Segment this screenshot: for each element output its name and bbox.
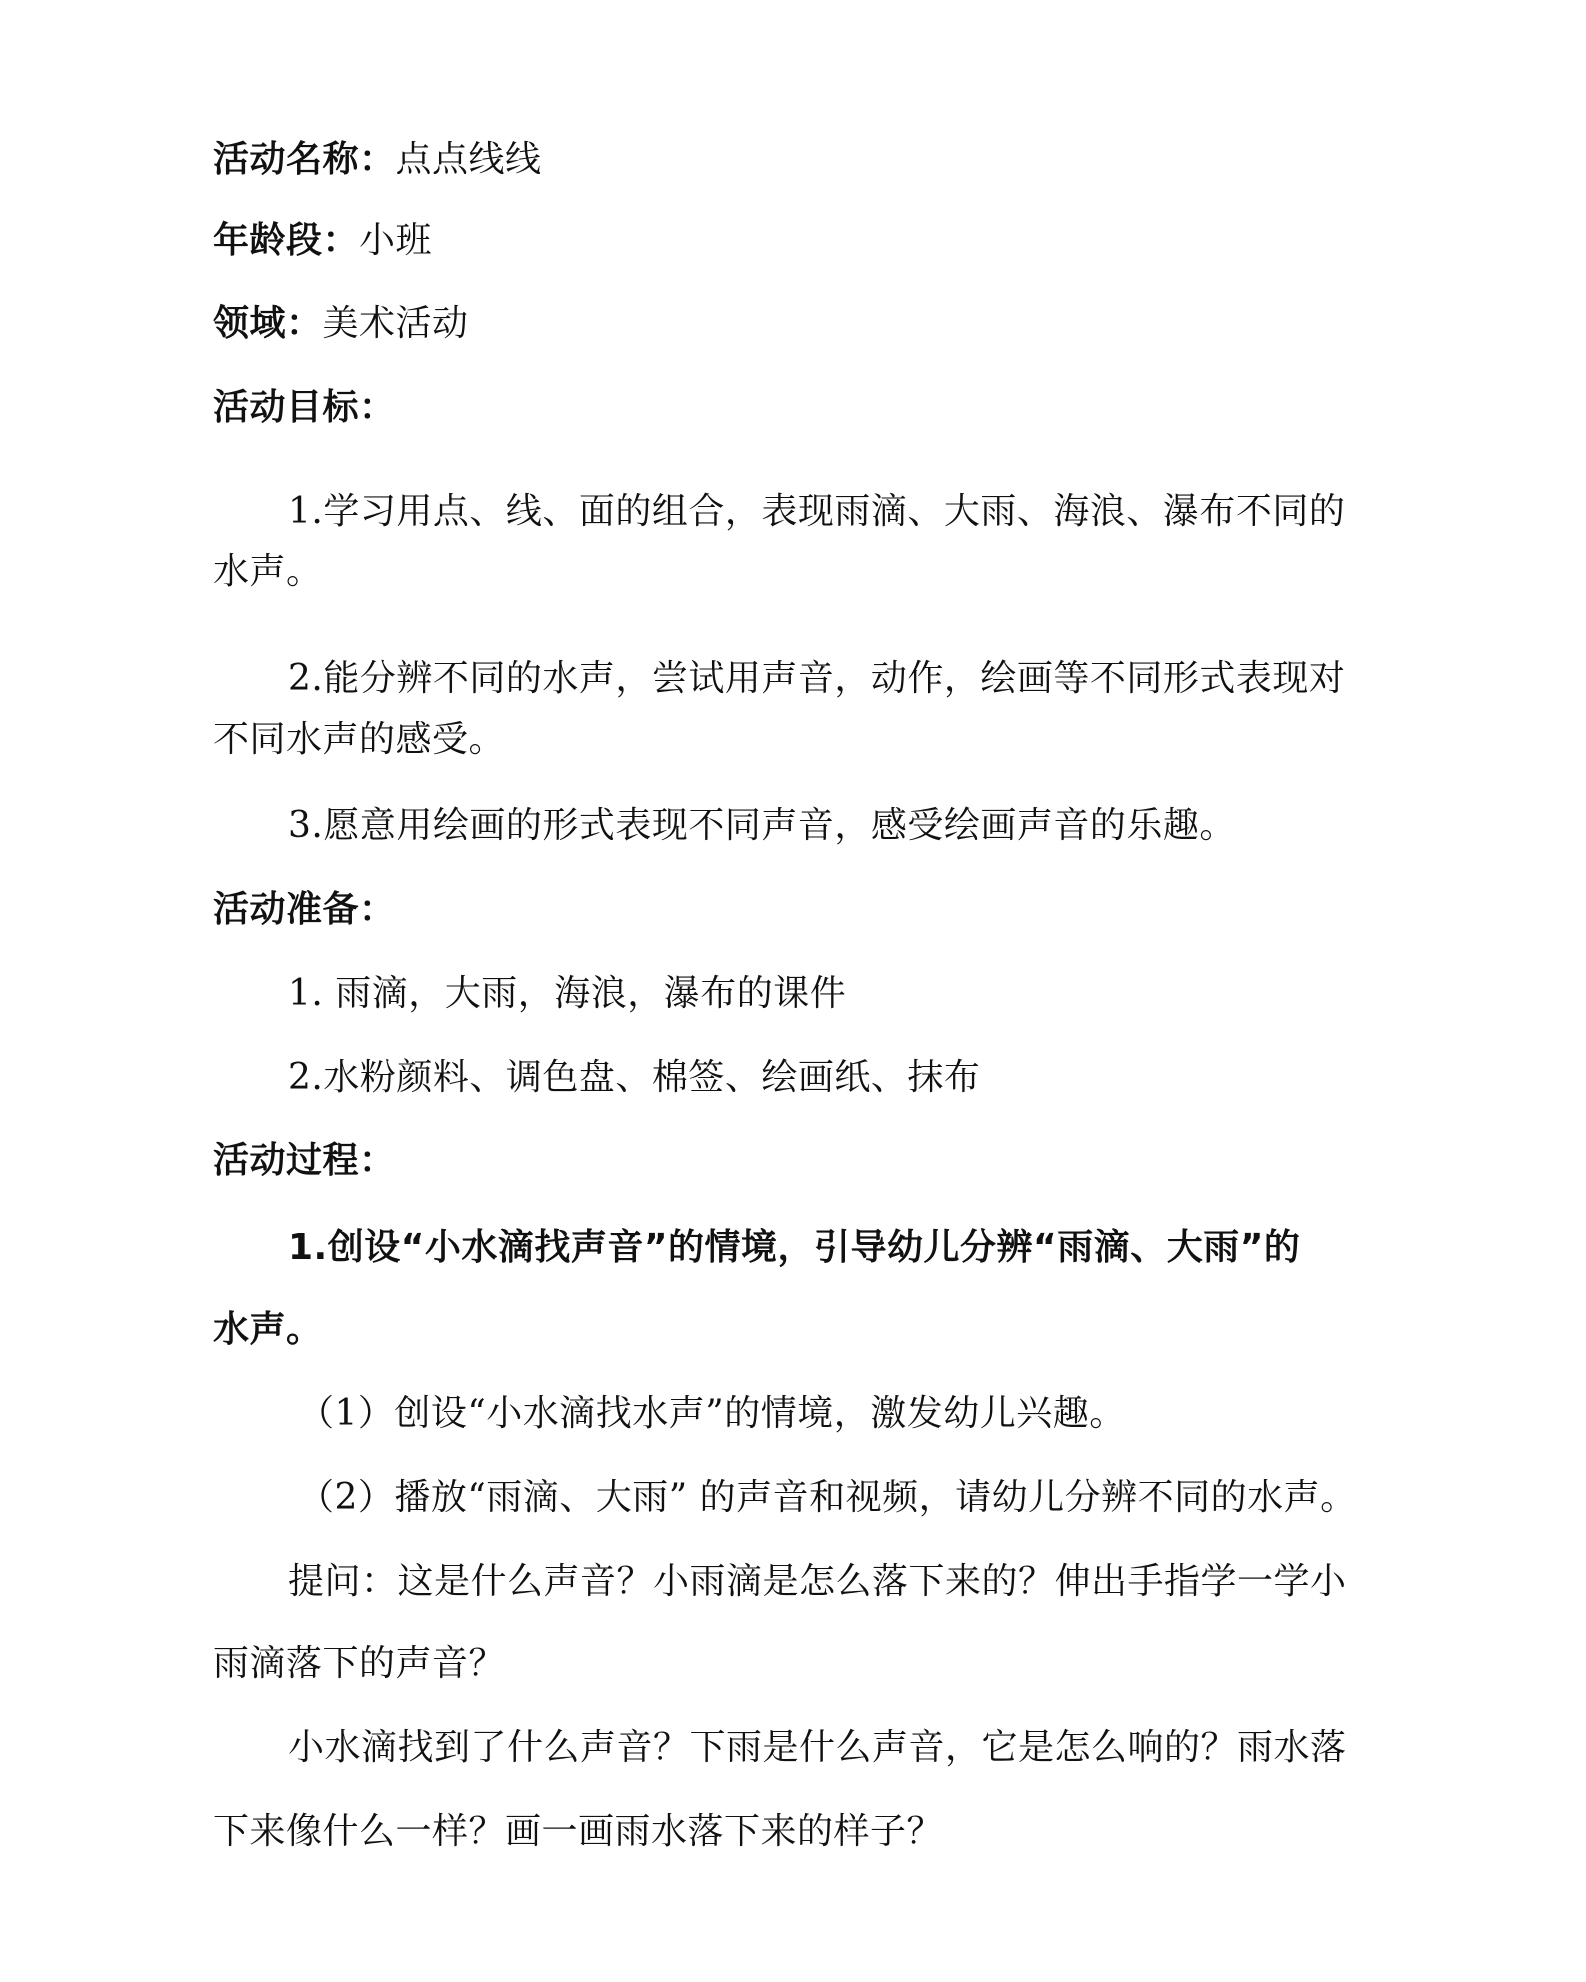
domain-value: 美术活动 [322, 303, 469, 344]
process-step-1-line-2: 水声。 [213, 1309, 323, 1350]
goals-heading: 活动目标： [213, 387, 396, 428]
process-sub-2: （2）播放“雨滴、大雨” 的声音和视频，请幼儿分辨不同的水声。 [298, 1477, 1357, 1518]
question-1-line-2: 雨滴落下的声音？ [213, 1643, 506, 1684]
process-sub-1: （1）创设“小水滴找水声”的情境，激发幼儿兴趣。 [298, 1393, 1126, 1434]
goal-1-line-1: 1.学习用点、线、面的组合，表现雨滴、大雨、海浪、瀑布不同的 [288, 491, 1346, 532]
process-heading: 活动过程： [213, 1140, 396, 1181]
question-2-line-2: 下来像什么一样？画一画雨水落下来的样子？ [213, 1811, 944, 1852]
preparation-heading: 活动准备： [213, 889, 396, 930]
age-group-label: 年龄段： [213, 220, 360, 261]
activity-name-line [213, 138, 542, 182]
activity-name-value: 点点线线 [395, 139, 542, 180]
goal-3: 3.愿意用绘画的形式表现不同声音，感受绘画声音的乐趣。 [288, 805, 1236, 846]
goal-1-line-2: 水声。 [213, 551, 323, 592]
goal-2-line-2: 不同水声的感受。 [213, 719, 506, 760]
age-group-value: 小班 [359, 220, 433, 261]
activity-name-label: 活动名称： [213, 139, 396, 180]
domain-line [213, 302, 469, 346]
goal-2-line-1: 2.能分辨不同的水声，尝试用声音，动作，绘画等不同形式表现对 [288, 658, 1346, 699]
domain-label: 领域： [213, 303, 323, 344]
question-1-line-1: 提问：这是什么声音？小雨滴是怎么落下来的？伸出手指学一学小 [288, 1561, 1347, 1602]
preparation-item-2: 2.水粉颜料、调色盘、棉签、绘画纸、抹布 [288, 1057, 981, 1098]
age-group-line [213, 219, 432, 263]
preparation-item-1: 1. 雨滴，大雨，海浪，瀑布的课件 [288, 973, 847, 1014]
process-step-1-line-1: 1.创设“小水滴找声音”的情境，引导幼儿分辨“雨滴、大雨”的 [288, 1227, 1301, 1268]
question-2-line-1: 小水滴找到了什么声音？下雨是什么声音，它是怎么响的？雨水落 [288, 1727, 1347, 1768]
